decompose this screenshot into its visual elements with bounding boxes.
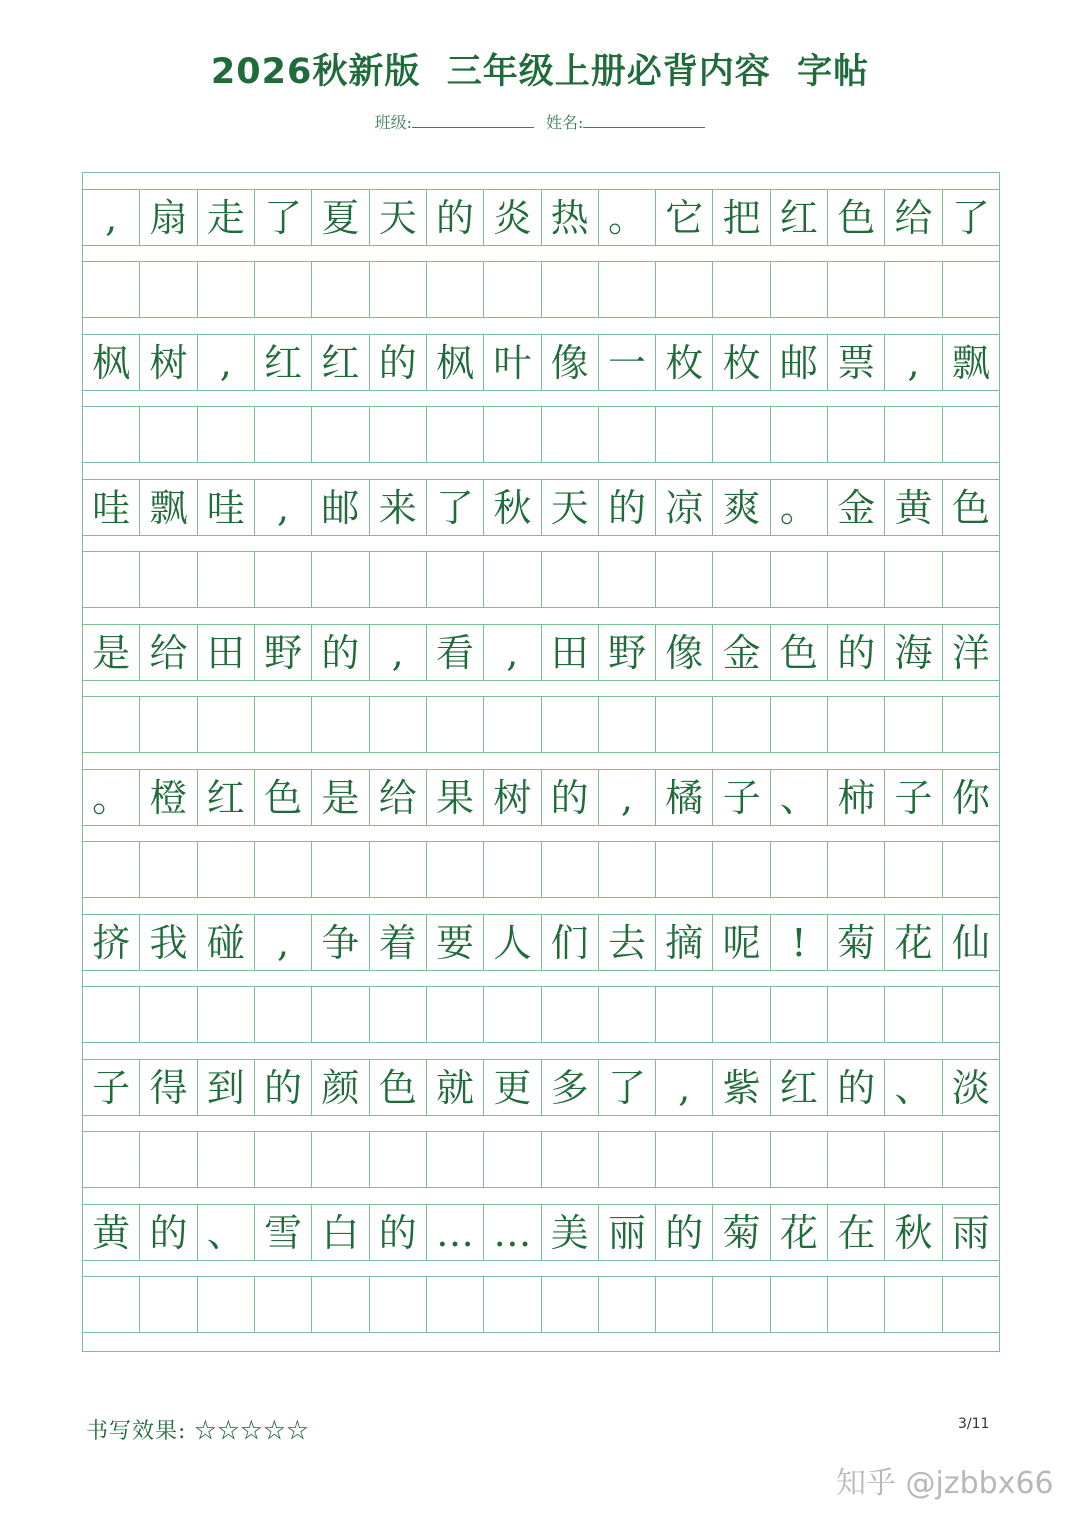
character-cell: 子 bbox=[713, 770, 770, 825]
character-cell: 到 bbox=[198, 1060, 255, 1115]
name-blank-line bbox=[583, 113, 705, 128]
empty-practice-cell[interactable] bbox=[198, 1277, 255, 1332]
character-cell: 热 bbox=[542, 190, 599, 245]
character-cell: 来 bbox=[370, 480, 427, 535]
practice-row bbox=[83, 841, 999, 898]
character-cell: 枫 bbox=[427, 335, 484, 390]
empty-practice-cell[interactable] bbox=[427, 1132, 484, 1187]
character-cell: 多 bbox=[542, 1060, 599, 1115]
character-cell: 走 bbox=[198, 190, 255, 245]
character-cell: 橘 bbox=[656, 770, 713, 825]
character-cell: 子 bbox=[885, 770, 942, 825]
character-cell: 给 bbox=[885, 190, 942, 245]
class-blank-line bbox=[412, 113, 534, 128]
character-cell: 的 bbox=[370, 335, 427, 390]
character-cell: 红 bbox=[198, 770, 255, 825]
empty-practice-cell[interactable] bbox=[885, 552, 942, 607]
character-cell: 色 bbox=[828, 190, 885, 245]
empty-practice-cell[interactable] bbox=[255, 842, 312, 897]
empty-practice-cell[interactable] bbox=[370, 987, 427, 1042]
character-cell: 淡 bbox=[951, 1065, 990, 1110]
empty-practice-cell[interactable] bbox=[656, 987, 713, 1042]
character-cell: 一 bbox=[599, 335, 656, 390]
empty-practice-cell[interactable] bbox=[885, 697, 942, 752]
character-cell: 的 bbox=[140, 1205, 197, 1260]
practice-row bbox=[83, 1276, 999, 1333]
empty-practice-cell[interactable] bbox=[828, 1277, 885, 1332]
character-cell: 野 bbox=[599, 625, 656, 680]
character-cell: 。 bbox=[83, 770, 140, 825]
empty-practice-cell[interactable] bbox=[312, 697, 369, 752]
empty-practice-cell[interactable] bbox=[542, 842, 599, 897]
character-cell: 秋 bbox=[484, 480, 541, 535]
character-cell: 给 bbox=[140, 625, 197, 680]
text-row bbox=[83, 1059, 999, 1116]
character-cell: 炎 bbox=[484, 190, 541, 245]
character-cell: 呢 bbox=[713, 915, 770, 970]
empty-practice-cell[interactable] bbox=[885, 1132, 942, 1187]
character-cell: 丽 bbox=[599, 1205, 656, 1260]
character-cell: 天 bbox=[542, 480, 599, 535]
character-cell: 紫 bbox=[713, 1060, 770, 1115]
character-cell: 海 bbox=[885, 625, 942, 680]
character-cell: 红 bbox=[771, 190, 828, 245]
character-cell: 、 bbox=[771, 770, 828, 825]
empty-practice-cell[interactable] bbox=[83, 842, 140, 897]
name-label: 姓名: bbox=[546, 113, 584, 132]
empty-practice-cell[interactable] bbox=[370, 1277, 427, 1332]
page-number: 3/11 bbox=[958, 1416, 990, 1432]
empty-practice-cell[interactable] bbox=[885, 1277, 942, 1332]
character-cell: 的 bbox=[312, 625, 369, 680]
character-cell: 去 bbox=[599, 915, 656, 970]
empty-practice-cell[interactable] bbox=[312, 842, 369, 897]
character-cell: , bbox=[656, 1060, 713, 1115]
character-cell: 黄 bbox=[885, 480, 942, 535]
character-cell: 美 bbox=[542, 1205, 599, 1260]
empty-practice-cell[interactable] bbox=[140, 987, 197, 1042]
empty-practice-cell[interactable] bbox=[484, 842, 541, 897]
character-cell: 叶 bbox=[484, 335, 541, 390]
empty-practice-cell[interactable] bbox=[713, 552, 770, 607]
empty-practice-cell[interactable] bbox=[83, 697, 140, 752]
character-cell: 枚 bbox=[713, 335, 770, 390]
character-cell: , bbox=[885, 335, 942, 390]
empty-practice-cell[interactable] bbox=[312, 1132, 369, 1187]
empty-practice-cell[interactable] bbox=[713, 262, 770, 317]
character-cell: 的 bbox=[542, 770, 599, 825]
empty-practice-cell[interactable] bbox=[885, 262, 942, 317]
empty-practice-cell[interactable] bbox=[771, 1277, 828, 1332]
empty-practice-cell[interactable] bbox=[771, 697, 828, 752]
empty-practice-cell[interactable] bbox=[828, 842, 885, 897]
character-cell: 是 bbox=[83, 625, 140, 680]
character-cell: 田 bbox=[198, 625, 255, 680]
empty-practice-cell[interactable] bbox=[83, 552, 140, 607]
empty-practice-cell[interactable] bbox=[255, 262, 312, 317]
character-cell: , bbox=[599, 770, 656, 825]
empty-practice-cell[interactable] bbox=[771, 842, 828, 897]
empty-practice-cell[interactable] bbox=[484, 262, 541, 317]
character-cell: 的 bbox=[427, 190, 484, 245]
empty-practice-cell[interactable] bbox=[83, 262, 140, 317]
character-cell: 柿 bbox=[828, 770, 885, 825]
empty-practice-cell[interactable] bbox=[828, 262, 885, 317]
text-row bbox=[83, 769, 999, 826]
text-row bbox=[83, 914, 999, 971]
character-cell: 邮 bbox=[771, 335, 828, 390]
practice-grid bbox=[82, 172, 1000, 1352]
empty-practice-cell[interactable] bbox=[198, 697, 255, 752]
empty-practice-cell[interactable] bbox=[885, 842, 942, 897]
character-cell: 它 bbox=[656, 190, 713, 245]
empty-practice-cell[interactable] bbox=[599, 842, 656, 897]
empty-practice-cell[interactable] bbox=[656, 552, 713, 607]
empty-practice-cell[interactable] bbox=[771, 1132, 828, 1187]
empty-practice-cell[interactable] bbox=[542, 987, 599, 1042]
character-cell: 、 bbox=[885, 1060, 942, 1115]
empty-practice-cell[interactable] bbox=[198, 407, 255, 462]
character-cell: 仙 bbox=[951, 920, 990, 965]
empty-practice-cell[interactable] bbox=[599, 987, 656, 1042]
character-cell: 夏 bbox=[312, 190, 369, 245]
character-cell: 橙 bbox=[140, 770, 197, 825]
empty-practice-cell[interactable] bbox=[771, 552, 828, 607]
character-cell: 雨 bbox=[951, 1210, 990, 1255]
empty-practice-cell[interactable] bbox=[427, 552, 484, 607]
empty-practice-cell[interactable] bbox=[370, 262, 427, 317]
character-cell: 把 bbox=[713, 190, 770, 245]
character-cell: ! bbox=[771, 915, 828, 970]
character-cell: 色 bbox=[370, 1060, 427, 1115]
practice-row bbox=[83, 261, 999, 318]
empty-practice-cell[interactable] bbox=[255, 1132, 312, 1187]
character-cell: 给 bbox=[370, 770, 427, 825]
practice-row bbox=[83, 986, 999, 1043]
character-cell: 邮 bbox=[312, 480, 369, 535]
empty-practice-cell[interactable] bbox=[599, 552, 656, 607]
character-cell: 田 bbox=[542, 625, 599, 680]
practice-row bbox=[83, 696, 999, 753]
empty-practice-cell[interactable] bbox=[370, 407, 427, 462]
practice-row bbox=[83, 1131, 999, 1188]
empty-practice-cell[interactable] bbox=[542, 1132, 599, 1187]
empty-practice-cell[interactable] bbox=[771, 987, 828, 1042]
character-cell: 色 bbox=[255, 770, 312, 825]
empty-practice-cell[interactable] bbox=[198, 842, 255, 897]
empty-practice-cell[interactable] bbox=[542, 697, 599, 752]
empty-practice-cell[interactable] bbox=[656, 1132, 713, 1187]
empty-practice-cell[interactable] bbox=[484, 1132, 541, 1187]
character-cell: 哇 bbox=[83, 480, 140, 535]
empty-practice-cell[interactable] bbox=[656, 262, 713, 317]
character-cell: 要 bbox=[427, 915, 484, 970]
character-cell: 的 bbox=[255, 1060, 312, 1115]
empty-practice-cell[interactable] bbox=[656, 697, 713, 752]
character-cell: 的 bbox=[828, 625, 885, 680]
text-row bbox=[83, 334, 999, 391]
character-cell: 在 bbox=[828, 1205, 885, 1260]
empty-practice-cell[interactable] bbox=[312, 262, 369, 317]
character-cell: 花 bbox=[771, 1205, 828, 1260]
character-cell: 争 bbox=[312, 915, 369, 970]
empty-practice-cell[interactable] bbox=[255, 407, 312, 462]
empty-practice-cell[interactable] bbox=[255, 1277, 312, 1332]
empty-practice-cell[interactable] bbox=[656, 1277, 713, 1332]
character-cell: 扇 bbox=[140, 190, 197, 245]
character-cell: 我 bbox=[140, 915, 197, 970]
character-cell: 野 bbox=[255, 625, 312, 680]
empty-practice-cell[interactable] bbox=[828, 1132, 885, 1187]
empty-practice-cell[interactable] bbox=[312, 1277, 369, 1332]
empty-practice-cell[interactable] bbox=[599, 697, 656, 752]
character-cell: 像 bbox=[656, 625, 713, 680]
empty-practice-cell[interactable] bbox=[771, 407, 828, 462]
character-cell: 挤 bbox=[83, 915, 140, 970]
student-info bbox=[0, 110, 1080, 133]
character-cell: , bbox=[370, 625, 427, 680]
empty-practice-cell[interactable] bbox=[140, 407, 197, 462]
text-row bbox=[83, 189, 999, 246]
empty-practice-cell[interactable] bbox=[140, 1132, 197, 1187]
empty-practice-cell[interactable] bbox=[427, 987, 484, 1042]
empty-practice-cell[interactable] bbox=[542, 262, 599, 317]
character-cell: 天 bbox=[370, 190, 427, 245]
character-cell: 红 bbox=[771, 1060, 828, 1115]
character-cell: 色 bbox=[951, 485, 990, 530]
class-label: 班级: bbox=[374, 113, 412, 132]
character-cell: 爽 bbox=[713, 480, 770, 535]
character-cell: 洋 bbox=[951, 630, 990, 675]
empty-practice-cell[interactable] bbox=[140, 697, 197, 752]
empty-practice-cell[interactable] bbox=[885, 407, 942, 462]
character-cell: … bbox=[427, 1205, 484, 1260]
character-cell: 摘 bbox=[656, 915, 713, 970]
empty-practice-cell[interactable] bbox=[713, 1277, 770, 1332]
character-cell: 、 bbox=[198, 1205, 255, 1260]
character-cell: 碰 bbox=[198, 915, 255, 970]
empty-practice-cell[interactable] bbox=[370, 552, 427, 607]
empty-practice-cell[interactable] bbox=[943, 552, 999, 607]
empty-practice-cell[interactable] bbox=[713, 1132, 770, 1187]
character-cell: 白 bbox=[312, 1205, 369, 1260]
empty-practice-cell[interactable] bbox=[140, 842, 197, 897]
character-cell: 菊 bbox=[713, 1205, 770, 1260]
character-cell: 们 bbox=[542, 915, 599, 970]
character-cell: 。 bbox=[771, 480, 828, 535]
empty-practice-cell[interactable] bbox=[312, 552, 369, 607]
character-cell: 的 bbox=[656, 1205, 713, 1260]
empty-practice-cell[interactable] bbox=[542, 1277, 599, 1332]
empty-practice-cell[interactable] bbox=[198, 987, 255, 1042]
empty-practice-cell[interactable] bbox=[484, 987, 541, 1042]
empty-practice-cell[interactable] bbox=[140, 262, 197, 317]
empty-practice-cell[interactable] bbox=[427, 697, 484, 752]
character-cell: 红 bbox=[255, 335, 312, 390]
character-cell: 飘 bbox=[140, 480, 197, 535]
character-cell: 花 bbox=[885, 915, 942, 970]
character-cell: 黄 bbox=[83, 1205, 140, 1260]
empty-practice-cell[interactable] bbox=[943, 1277, 999, 1332]
empty-practice-cell[interactable] bbox=[885, 987, 942, 1042]
empty-practice-cell[interactable] bbox=[542, 407, 599, 462]
empty-practice-cell[interactable] bbox=[943, 407, 999, 462]
character-cell: , bbox=[83, 190, 140, 245]
character-cell: 是 bbox=[312, 770, 369, 825]
character-cell: 了 bbox=[427, 480, 484, 535]
character-cell: 树 bbox=[140, 335, 197, 390]
character-cell: 哇 bbox=[198, 480, 255, 535]
character-cell: 雪 bbox=[255, 1205, 312, 1260]
empty-practice-cell[interactable] bbox=[370, 697, 427, 752]
character-cell: , bbox=[255, 480, 312, 535]
character-cell: … bbox=[484, 1205, 541, 1260]
empty-practice-cell[interactable] bbox=[656, 842, 713, 897]
empty-practice-cell[interactable] bbox=[427, 1277, 484, 1332]
empty-practice-cell[interactable] bbox=[943, 1132, 999, 1187]
character-cell: 的 bbox=[370, 1205, 427, 1260]
character-cell: 枚 bbox=[656, 335, 713, 390]
character-cell: 着 bbox=[370, 915, 427, 970]
character-cell: , bbox=[198, 335, 255, 390]
empty-practice-cell[interactable] bbox=[255, 697, 312, 752]
character-cell: 红 bbox=[312, 335, 369, 390]
empty-practice-cell[interactable] bbox=[484, 407, 541, 462]
text-row bbox=[83, 1204, 999, 1261]
empty-practice-cell[interactable] bbox=[771, 262, 828, 317]
empty-practice-cell[interactable] bbox=[599, 1277, 656, 1332]
character-cell: 金 bbox=[713, 625, 770, 680]
empty-practice-cell[interactable] bbox=[599, 1132, 656, 1187]
empty-practice-cell[interactable] bbox=[83, 1277, 140, 1332]
character-cell: 子 bbox=[83, 1060, 140, 1115]
character-cell: 的 bbox=[828, 1060, 885, 1115]
character-cell: 了 bbox=[255, 190, 312, 245]
practice-row bbox=[83, 406, 999, 463]
empty-practice-cell[interactable] bbox=[484, 1277, 541, 1332]
empty-practice-cell[interactable] bbox=[828, 407, 885, 462]
empty-practice-cell[interactable] bbox=[427, 262, 484, 317]
empty-practice-cell[interactable] bbox=[255, 987, 312, 1042]
empty-practice-cell[interactable] bbox=[427, 407, 484, 462]
empty-practice-cell[interactable] bbox=[599, 407, 656, 462]
character-cell: 飘 bbox=[951, 340, 990, 385]
empty-practice-cell[interactable] bbox=[656, 407, 713, 462]
empty-practice-cell[interactable] bbox=[198, 1132, 255, 1187]
text-row bbox=[83, 624, 999, 681]
character-cell: , bbox=[255, 915, 312, 970]
empty-practice-cell[interactable] bbox=[83, 987, 140, 1042]
empty-practice-cell[interactable] bbox=[255, 552, 312, 607]
character-cell: 。 bbox=[599, 190, 656, 245]
empty-practice-cell[interactable] bbox=[599, 262, 656, 317]
empty-practice-cell[interactable] bbox=[713, 407, 770, 462]
empty-practice-cell[interactable] bbox=[427, 842, 484, 897]
character-cell: 的 bbox=[599, 480, 656, 535]
watermark: 知乎 @jzbbx66 bbox=[836, 1466, 1054, 1501]
character-cell: 金 bbox=[828, 480, 885, 535]
writing-rating: 书写效果: ☆☆☆☆☆ bbox=[86, 1419, 310, 1444]
empty-practice-cell[interactable] bbox=[828, 697, 885, 752]
character-cell: 就 bbox=[427, 1060, 484, 1115]
empty-practice-cell[interactable] bbox=[312, 987, 369, 1042]
empty-practice-cell[interactable] bbox=[140, 552, 197, 607]
empty-practice-cell[interactable] bbox=[828, 552, 885, 607]
empty-practice-cell[interactable] bbox=[83, 1132, 140, 1187]
empty-practice-cell[interactable] bbox=[713, 842, 770, 897]
empty-practice-cell[interactable] bbox=[140, 1277, 197, 1332]
character-cell: 枫 bbox=[83, 335, 140, 390]
character-cell: 你 bbox=[951, 775, 990, 820]
empty-practice-cell[interactable] bbox=[943, 987, 999, 1042]
character-cell: 树 bbox=[484, 770, 541, 825]
page-title: 2026秋新版 三年级上册必背内容 字帖 bbox=[210, 52, 870, 92]
character-cell: 秋 bbox=[885, 1205, 942, 1260]
character-cell: 票 bbox=[828, 335, 885, 390]
character-cell: 颜 bbox=[312, 1060, 369, 1115]
empty-practice-cell[interactable] bbox=[312, 407, 369, 462]
empty-practice-cell[interactable] bbox=[943, 842, 999, 897]
character-cell: 看 bbox=[427, 625, 484, 680]
character-cell: 果 bbox=[427, 770, 484, 825]
character-cell: , bbox=[484, 625, 541, 680]
empty-practice-cell[interactable] bbox=[83, 407, 140, 462]
empty-practice-cell[interactable] bbox=[943, 697, 999, 752]
empty-practice-cell[interactable] bbox=[484, 552, 541, 607]
empty-practice-cell[interactable] bbox=[370, 842, 427, 897]
empty-practice-cell[interactable] bbox=[713, 697, 770, 752]
text-row bbox=[83, 479, 999, 536]
character-cell: 更 bbox=[484, 1060, 541, 1115]
character-cell: 凉 bbox=[656, 480, 713, 535]
empty-practice-cell[interactable] bbox=[198, 262, 255, 317]
character-cell: 菊 bbox=[828, 915, 885, 970]
empty-practice-cell[interactable] bbox=[542, 552, 599, 607]
empty-practice-cell[interactable] bbox=[828, 987, 885, 1042]
empty-practice-cell[interactable] bbox=[713, 987, 770, 1042]
empty-practice-cell[interactable] bbox=[943, 262, 999, 317]
empty-practice-cell[interactable] bbox=[370, 1132, 427, 1187]
empty-practice-cell[interactable] bbox=[484, 697, 541, 752]
character-cell: 人 bbox=[484, 915, 541, 970]
character-cell: 了 bbox=[599, 1060, 656, 1115]
practice-row bbox=[83, 551, 999, 608]
empty-practice-cell[interactable] bbox=[198, 552, 255, 607]
character-cell: 色 bbox=[771, 625, 828, 680]
character-cell: 像 bbox=[542, 335, 599, 390]
character-cell: 了 bbox=[951, 195, 990, 240]
character-cell: 得 bbox=[140, 1060, 197, 1115]
